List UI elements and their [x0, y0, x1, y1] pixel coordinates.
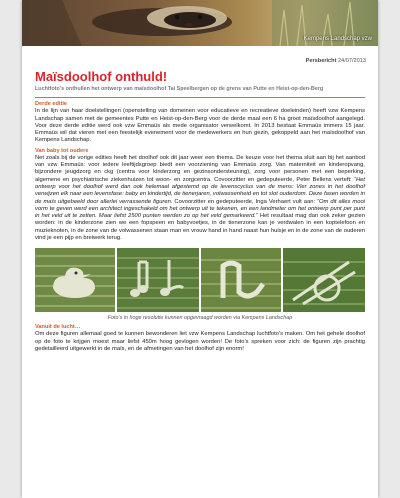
release-date: 24/07/2013 — [338, 58, 366, 64]
quote-bellens: “Het ontwerp voor het doolhof werd dan ook helemaal afgestemd op de levenscyclus van de mens: Vier zones in het doolhof verwijzen elk naar een levensfase: baby en kindertijd, de tienerjaren, volwassenheid en tot slot ouderdom. Deze fasen worden in de maïs uitgebeeld door allerlei verrassende figuren. — [35, 176, 365, 205]
brand-logo-text: Kempens Landschap vzw — [303, 36, 372, 42]
header-banner — [22, 0, 378, 46]
text-start: Net zoals bij de vorige edities heeft het doolhof ook dit jaar weer een thema. De keuze voor het thema sluit aan bij het aanbod van vzw Emmaüs: voor iedere leeftijdsgroep biedt een voorziening van Emmaüs zorg. Van materniteit en kinderopvang, bijzondere jeugdzorg en ckg (centra voor kinderzorg en gezinsondersteuning), zorg voor personen met een beperking, algemene en psychiatrische ziekenhuizen tot woon- en zorgcentra. Covoorzitter en gedeputeerde, Peter Bellens verteft: — [35, 154, 365, 183]
subtitle: Luchtfoto’s onthullen het ontwerp van maïsdoolhof Tai Speelbergen op de grens van Putte en Heist-op-den-Berg — [35, 86, 324, 92]
section-heading-derde-editie: Derde editie — [35, 101, 68, 108]
aerial-photo-duck — [35, 248, 115, 312]
section-heading-baby-tot-oudere: Van baby tot oudere — [35, 147, 89, 154]
quote-verhaert: “Om dit alles mooi vorm te geven werd een architect ingeschakeld om het ontwerp uit te tekenen, en een landmeter om het ontwerp punt per punt in het veld uit te zetten. Maar liefst 2500 punten werden zo op het veld gemarkeerd.” — [35, 198, 365, 220]
page-title: Maïsdoolhof onthuld! — [35, 69, 168, 84]
aerial-photo-pipe — [201, 248, 281, 312]
text-end: Het resultaat mag dan ook zeker gezien worden: in de kinderzone zien we een fopspeen en babyvoetjes, in de tienerzone kan je verdwalen in een koptelefoon en muzieknoten, in de zone van de volwassenen staan man en vrouw hand in hand naast hun huisje en in de zone van de ouderen vind je een pijp en breiwerk terug. — [35, 213, 365, 242]
text-mid: Covoorzitter en gedeputeerde, Inga Verhaert vult aan: — [172, 198, 318, 205]
section-text-derde-editie: In de lijn van haar doelstellingen (openstelling van domeinen voor educatieve en recreatieve doeleinden) heeft vzw Kempens Landschap samen met de gemeentes Putte en Heist-op-den-Berg voor de derde maal een 6 ha groot maïsdoolhof aangelegd. Voor deze derde editie werd ook vzw Emmaüs als mede organisator verwelkomt. In 2013 bestaat Emmaüs immers 15 jaar. Emmaüs wil dat vieren met een feestelijk evenement voor de medewerkers en hun gezin, gekoppeld aan het maïsdoolhof van Kempens Landschap. — [35, 108, 365, 144]
aerial-photo-knitting — [283, 248, 365, 312]
press-release-date — [22, 58, 366, 64]
newsletter-sheet — [22, 0, 378, 498]
section-heading-vanuit-de-lucht: Vanuit de lucht… — [35, 324, 81, 331]
photo-caption: Foto’s in hoge resolutie kunnen opgevraagd worden via Kempens Landschap — [107, 315, 293, 322]
divider — [35, 97, 365, 98]
aerial-photo-music-notes — [117, 248, 199, 312]
section-text-vanuit-de-lucht: Om deze figuren allemaal goed te kunnen bewonderen liet vzw Kempens Landschap luchtfoto’s maken. Om het gehele doolhof op de foto te krijgen moest maar liefst 450m hoog gevlogen worden! De foto’s spreken voor zich: de figuren zijn prachtig gedetailleerd uitgewerkt in de maïs, en de afmetingen van het doolhof zijn enorm! — [35, 331, 365, 352]
press-release-label: Persbericht — [305, 58, 337, 64]
aerial-photo-strip — [35, 248, 365, 312]
section-text-baby-tot-oudere — [35, 155, 365, 243]
